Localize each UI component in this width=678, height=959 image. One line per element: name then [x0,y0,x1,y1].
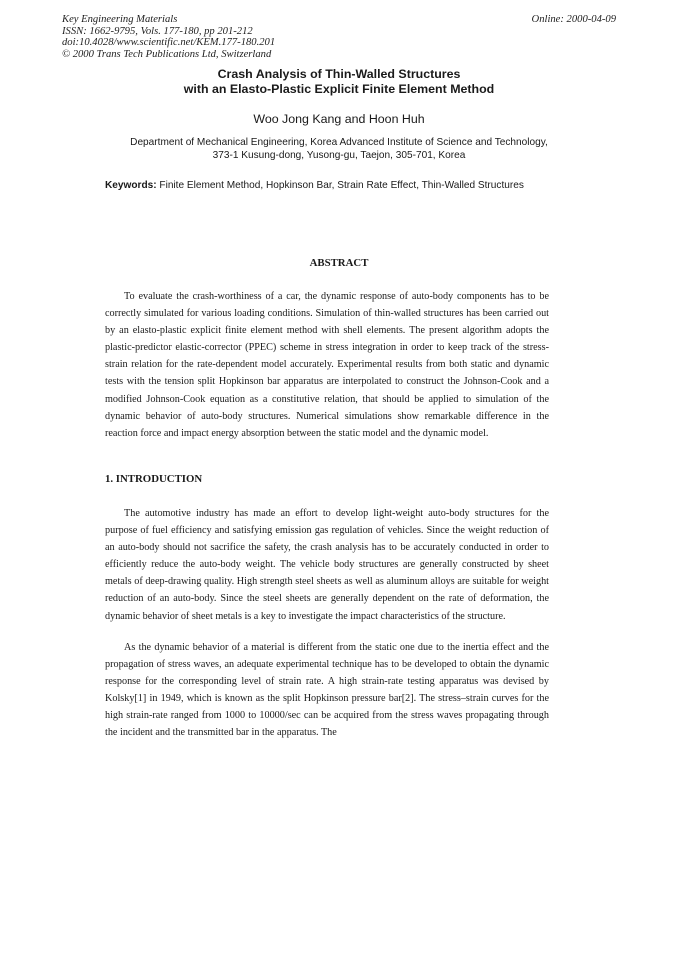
affiliation-line-1: Department of Mechanical Engineering, Korea Advanced Institute of Science and Technology, [130,137,548,148]
online-date: Online: 2000-04-09 [531,14,616,25]
keywords-label: Keywords: [105,180,157,191]
keywords-text: Finite Element Method, Hopkinson Bar, Strain Rate Effect, Thin-Walled Structures [156,180,524,191]
affiliation-line-2: 373-1 Kusung-dong, Yusong-gu, Taejon, 305-701, Korea [212,150,466,161]
introduction-heading: 1. INTRODUCTION [105,473,203,485]
introduction-paragraph-2: As the dynamic behavior of a material is different from the static one due to the inertia effect and the propagation of stress waves, an adequate experimental technique has to be developed to obtain the dynamic response for the corresponding level of strain rate. A high strain-rate testing apparatus was devised by Kolsky[1] in 1949, which is known as the split Hopkinson pressure bar[2]. The stress–strain curves for the high strain-rate ranged from 1000 to 10000/sec can be acquired from the stress waves propagating through the incident and the transmitted bar in the apparatus. The [105,642,549,739]
copyright-line: © 2000 Trans Tech Publications Ltd, Switzerland [62,48,272,60]
title-line-2: with an Elasto-Plastic Explicit Finite Element Method [183,82,495,96]
authors: Woo Jong Kang and Hoon Huh [253,112,425,126]
title-line-1: Crash Analysis of Thin-Walled Structures [217,67,461,81]
keywords [105,180,524,191]
abstract-body: To evaluate the crash-worthiness of a car, the dynamic response of auto-body components has to be correctly simulated for various loading conditions. Simulation of thin-walled structures has been carried out by an elasto-plastic explicit finite element method with shell elements. The present algorithm adopts the plastic-predictor elastic-corrector (PPEC) scheme in stress integration in order to keep track of the stress-strain relation for the rate-dependent model accurately. Experimental results from both static and dynamic tests with the tension split Hopkinson bar apparatus are interpolated to construct the Johnson-Cook and a modified Johnson-Cook equation as a constitutive relation, that should be applied to simulation of the dynamic behavior of auto-body structures. Numerical simulations show remarkable difference in the reaction force and impact energy absorption between the static model and the dynamic model. [105,291,549,439]
journal-header [62,14,275,60]
affiliation [0,136,678,162]
abstract-heading: ABSTRACT [309,257,369,269]
introduction-paragraph-1: The automotive industry has made an effort to develop light-weight auto-body structures for the purpose of fuel efficiency and satisfying emission gas regulation of vehicles. Since the weight reduction of an auto-body should not sacrifice the safety, the crash analysis has to be accurately conducted in order to efficiently reduce the auto-body weight. The vehicle body structures are generally constructed by sheet metals of deep-drawing quality. High strength steel sheets as well as aluminum alloys are suitable for weight reduction of an auto-body. Since the steel sheets are generally dependent on the rate of deformation, the dynamic behavior of sheet metals is a key to investigate the impact characteristics of the structure. [105,508,549,622]
issn-line: ISSN: 1662-9795, Vols. 177-180, pp 201-212 [62,25,253,37]
doi-line: doi:10.4028/www.scientific.net/KEM.177-180.201 [62,37,276,49]
paper-title [0,67,678,97]
journal-name: Key Engineering Materials [62,14,178,25]
